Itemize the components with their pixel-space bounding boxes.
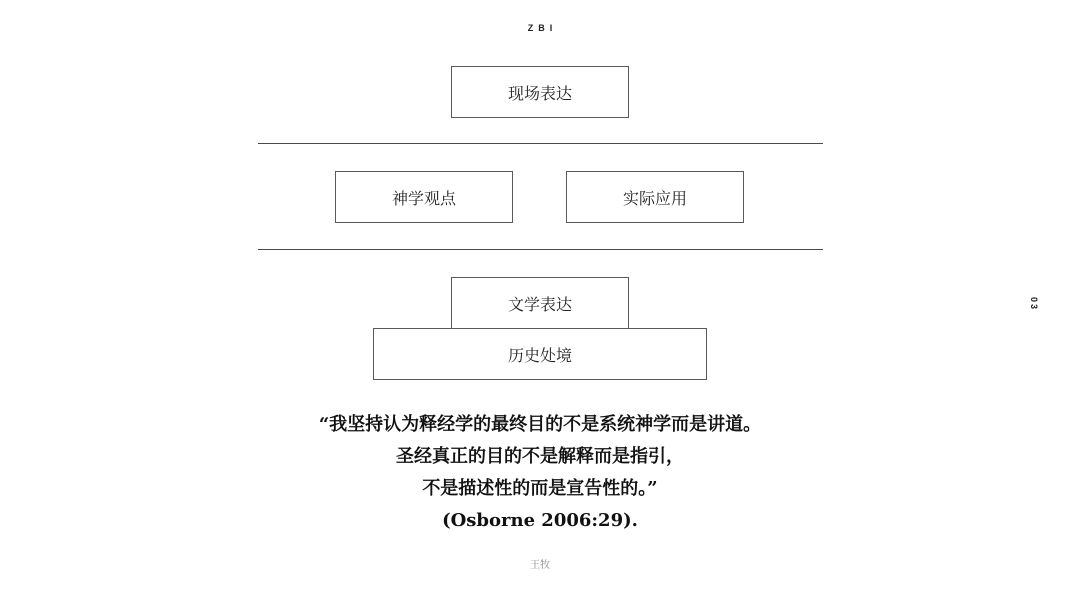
- quote-citation: (Osborne 2006:29).: [442, 510, 638, 531]
- quote-block: [0, 409, 1080, 537]
- brand-logo-text: ZBI: [527, 23, 558, 33]
- quote-line: “我坚持认为释经学的最终目的不是系统神学而是讲道。: [318, 414, 762, 435]
- quote-line: 不是描述性的而是宣告性的。”: [422, 478, 658, 499]
- box-practical-application: 实际应用: [566, 171, 744, 223]
- box-theological-view: 神学观点: [335, 171, 513, 223]
- quote-line: 圣经真正的目的不是解释而是指引，: [396, 446, 684, 467]
- author-name: 王牧: [530, 560, 550, 571]
- divider-line-lower: [258, 249, 823, 250]
- page-number: 03: [1029, 296, 1039, 311]
- box-live-expression: 现场表达: [451, 66, 629, 118]
- divider-line-upper: [258, 143, 823, 144]
- box-historical-context: 历史处境: [373, 328, 707, 380]
- box-literary-expression: 文学表达: [451, 277, 629, 329]
